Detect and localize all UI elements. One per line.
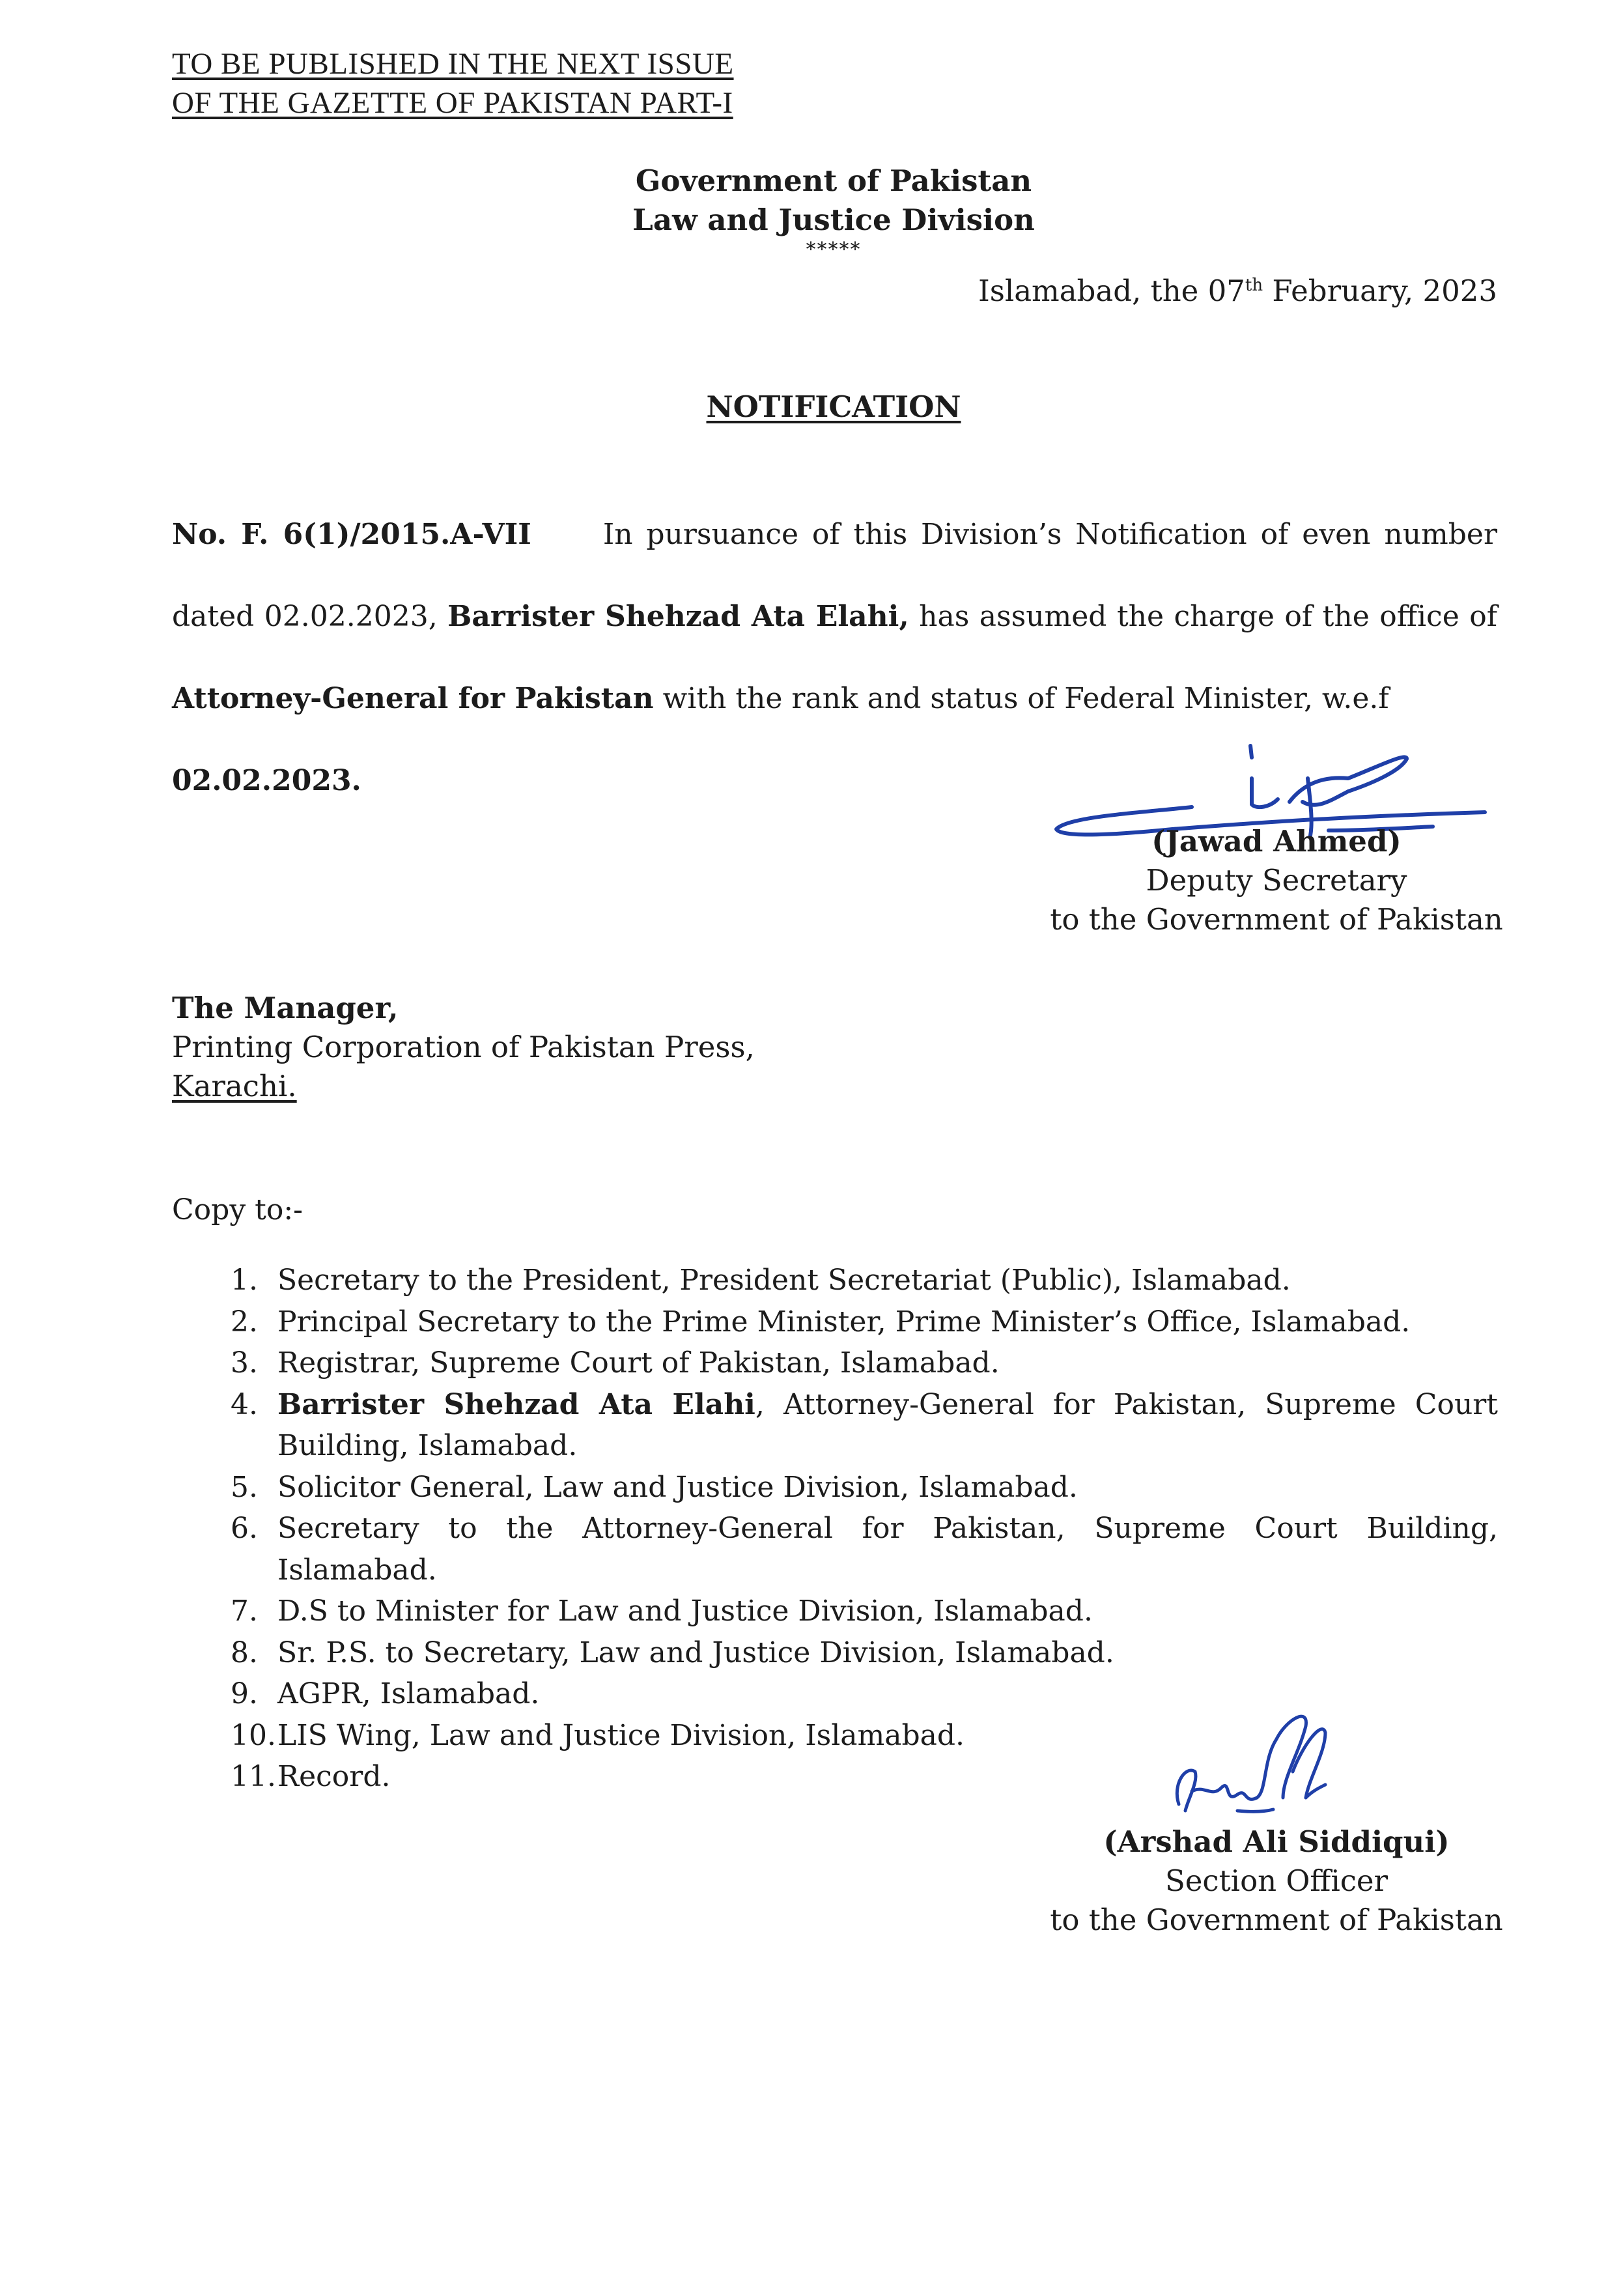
list-item: 6. Secretary to the Attorney-General for Pakistan, Supreme Court Building, Islamabad. <box>231 1512 1498 1587</box>
effective-date: 02.02.2023. <box>172 764 361 797</box>
notification-body: No. F. 6(1)/2015.A-VII In pursuance of this Division’s Notification of even number dated 02.02.2023, Barrister Shehzad Ata Elahi, has assumed the charge of the office of Attorney-General for Pakistan with the rank and status of Federal Minister, w.e.f 02.02.2023. <box>172 518 1497 797</box>
government-title: Government of Pakistan <box>635 163 1032 198</box>
gazette-heading-line-2: OF THE GAZETTE OF PAKISTAN PART-I <box>172 86 733 120</box>
addressee-block <box>172 989 755 1106</box>
list-item: 9. AGPR, Islamabad. <box>231 1677 540 1710</box>
list-item: 7. D.S to Minister for Law and Justice Division, Islamabad. <box>231 1594 1093 1628</box>
signatory-1 <box>1016 822 1537 939</box>
separator-stars: ***** <box>806 238 862 261</box>
signatory-2 <box>1016 1822 1537 1940</box>
list-item: 5. Solicitor General, Law and Justice Division, Islamabad. <box>231 1470 1078 1504</box>
signatory-1-name: (Jawad Ahmed) <box>1151 824 1402 858</box>
addressee-org: Printing Corporation of Pakistan Press, <box>172 1030 755 1064</box>
notification-title: NOTIFICATION <box>706 390 961 424</box>
office-name: Attorney-General for Pakistan <box>172 682 654 715</box>
list-item: 1. Secretary to the President, President Secretariat (Public), Islamabad. <box>231 1264 1291 1297</box>
list-item: 3. Registrar, Supreme Court of Pakistan, Islamabad. <box>231 1346 1000 1380</box>
signatory-2-designation: Section Officer <box>1164 1864 1388 1898</box>
signatory-2-org: to the Government of Pakistan <box>1050 1903 1503 1937</box>
signatory-1-designation: Deputy Secretary <box>1146 863 1407 898</box>
list-item: 10. LIS Wing, Law and Justice Division, Islamabad. <box>231 1718 965 1752</box>
addressee-title: The Manager, <box>172 991 399 1025</box>
list-item: 11. Record. <box>231 1760 391 1793</box>
addressee-city: Karachi. <box>172 1069 297 1103</box>
list-item: 4. Barrister Shehzad Ata Elahi, Attorney-General for Pakistan, Supreme Court Building, Islamabad. <box>231 1387 1498 1462</box>
division-title: Law and Justice Division <box>632 203 1035 237</box>
issue-date: Islamabad, the 07th February, 2023 <box>978 274 1497 308</box>
list-item: 2. Principal Secretary to the Prime Minister, Prime Minister’s Office, Islamabad. <box>231 1305 1411 1339</box>
appointee-name: Barrister Shehzad Ata Elahi, <box>447 600 909 633</box>
gazette-heading-line-1: TO BE PUBLISHED IN THE NEXT ISSUE <box>172 47 734 81</box>
copy-to-heading: Copy to:- <box>172 1193 303 1226</box>
signatory-1-org: to the Government of Pakistan <box>1050 902 1503 937</box>
signature-arshad-ali-siddiqui <box>1159 1700 1355 1830</box>
notification-reference-number: No. F. 6(1)/2015.A-VII <box>172 518 531 551</box>
list-item: 8. Sr. P.S. to Secretary, Law and Justice Division, Islamabad. <box>231 1636 1114 1669</box>
signatory-2-name: (Arshad Ali Siddiqui) <box>1103 1824 1450 1859</box>
